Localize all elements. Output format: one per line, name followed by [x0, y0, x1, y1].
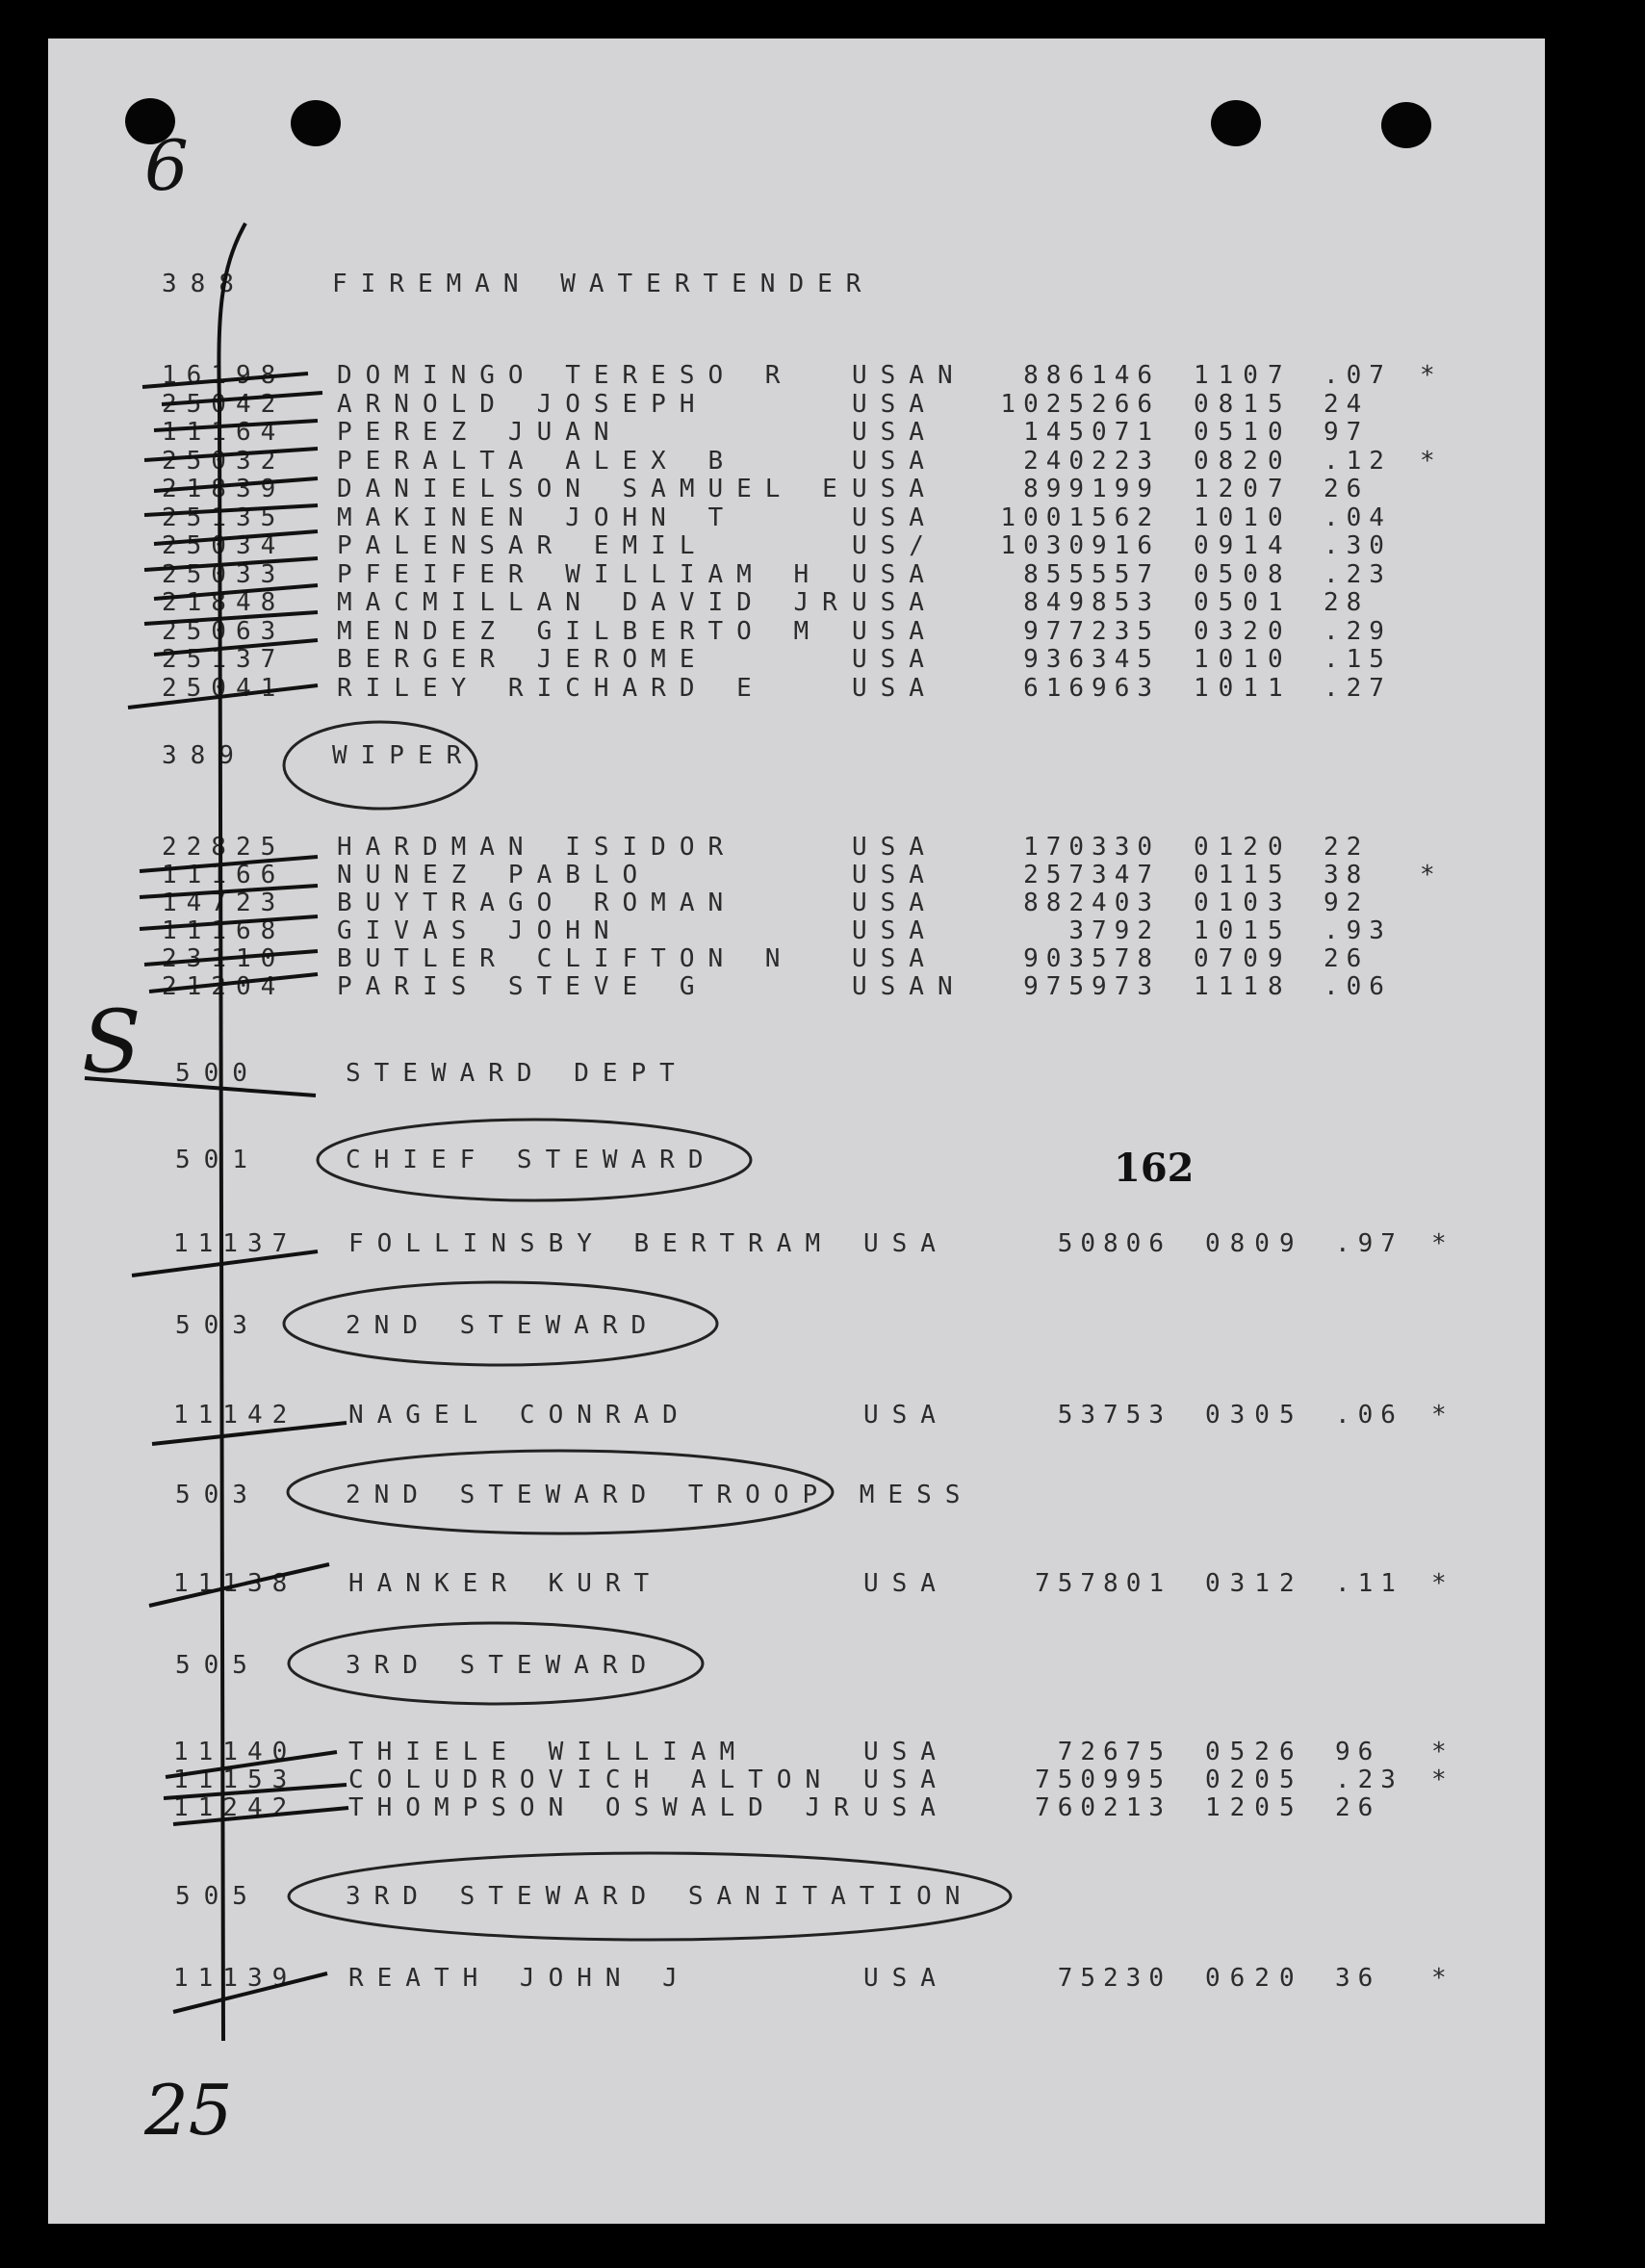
nationality: USA	[863, 1569, 949, 1598]
crew-date: 0820	[1194, 446, 1293, 476]
crew-name: PERALTA ALEX B	[337, 446, 737, 476]
crew-date: 1207	[1194, 475, 1293, 503]
section-title: 2ND STEWARD TROOP MESS	[346, 1481, 974, 1509]
sanitation-circle	[289, 1853, 1011, 1940]
nationality: USA	[863, 1964, 949, 1993]
crew-name: MAKINEN JOHN T	[337, 503, 737, 532]
page-stamp: 162	[1114, 1146, 1195, 1191]
crew-number: 11168	[162, 916, 286, 945]
crew-name: ARNOLD JOSEPH	[337, 389, 708, 419]
crew-number: 25033	[162, 559, 286, 589]
section-code: 501	[175, 1146, 261, 1174]
crew-date: 0120	[1194, 833, 1293, 862]
crew-number: 11164	[162, 418, 286, 447]
crew-code: .97	[1335, 1229, 1403, 1258]
crew-mark: *	[1420, 446, 1449, 476]
section-code: 503	[175, 1481, 261, 1509]
crew-name: PEREZ JUAN	[337, 418, 623, 447]
crew-date: 0103	[1194, 889, 1293, 917]
crew-number: 11153	[173, 1765, 297, 1794]
crew-name: THIELE WILLIAM	[348, 1738, 749, 1766]
nationality: US/	[852, 531, 938, 560]
nationality: USA	[852, 503, 938, 532]
section-title: STEWARD DEPT	[346, 1059, 688, 1088]
handwritten-page-number: 6	[144, 125, 189, 206]
3rd-steward-circle	[289, 1623, 703, 1704]
crew-date: 0312	[1205, 1569, 1304, 1598]
chief-steward-circle	[318, 1120, 751, 1200]
nationality: USA	[852, 833, 938, 862]
crew-date: 0320	[1194, 616, 1293, 646]
section-title: 2ND STEWARD	[346, 1311, 660, 1340]
crew-name: GIVAS JOHN	[337, 916, 623, 945]
crew-number: 22825	[162, 833, 286, 862]
crew-date: 1118	[1194, 972, 1293, 1001]
crew-name: HANKER KURT	[348, 1569, 663, 1598]
section-code: 505	[175, 1882, 261, 1911]
crew-name: PALENSAR EMIL	[337, 531, 708, 560]
crew-id: 855557	[1023, 559, 1160, 589]
nationality: USAN	[852, 972, 966, 1001]
section-title: CHIEF STEWARD	[346, 1146, 717, 1174]
nationality: USA	[863, 1793, 949, 1822]
crew-name: NUNEZ PABLO	[337, 861, 652, 889]
crew-id: 899199	[1023, 475, 1160, 503]
nationality: USA	[852, 559, 938, 589]
crew-code: .29	[1324, 616, 1392, 646]
crew-code: .11	[1335, 1569, 1403, 1598]
crew-date: 0501	[1194, 588, 1293, 617]
crew-id: 3792	[1068, 916, 1160, 945]
crew-mark: *	[1431, 1765, 1460, 1794]
crew-id: 72675	[1057, 1738, 1171, 1766]
crew-code: .27	[1324, 673, 1392, 703]
crew-id: 1030916	[1000, 531, 1160, 560]
nationality: USA	[852, 889, 938, 917]
crew-name: REATH JOHN J	[348, 1964, 691, 1993]
crew-mark: *	[1431, 1229, 1460, 1258]
crew-number: 25137	[162, 645, 286, 674]
crew-id: 1001562	[1000, 503, 1160, 532]
crew-number: 23110	[162, 944, 286, 973]
crew-date: 1010	[1194, 503, 1293, 532]
crew-date: 0815	[1194, 389, 1293, 419]
nationality: USA	[863, 1401, 949, 1430]
crew-date: 1205	[1205, 1793, 1304, 1822]
crew-code: .12	[1324, 446, 1392, 476]
crew-id: 257347	[1023, 861, 1160, 889]
nationality: USA	[852, 944, 938, 973]
crew-id: 616963	[1023, 673, 1160, 703]
crew-date: 0305	[1205, 1401, 1304, 1430]
crew-number: 25042	[162, 389, 286, 419]
crew-date: 0205	[1205, 1765, 1304, 1794]
crew-date: 1011	[1194, 673, 1293, 703]
crew-code: .93	[1324, 916, 1392, 945]
crew-id: 760213	[1035, 1793, 1171, 1822]
crew-mark: *	[1431, 1738, 1460, 1766]
crew-code: .23	[1335, 1765, 1403, 1794]
crew-number: 21204	[162, 972, 286, 1001]
crew-number: 25032	[162, 446, 286, 476]
section-title: 3RD STEWARD	[346, 1651, 660, 1680]
crew-id: 882403	[1023, 889, 1160, 917]
crew-date: 1015	[1194, 916, 1293, 945]
nationality: USA	[852, 418, 938, 447]
crew-number: 25034	[162, 531, 286, 560]
crew-id: 977235	[1023, 616, 1160, 646]
crew-id: 75230	[1057, 1964, 1171, 1993]
crew-date: 0510	[1194, 418, 1293, 447]
nationality: USA	[852, 861, 938, 889]
crew-number: 11138	[173, 1569, 297, 1598]
crew-name: BERGER JEROME	[337, 645, 708, 674]
crew-number: 11142	[173, 1401, 297, 1430]
crew-number: 21839	[162, 475, 286, 503]
crew-code: .15	[1324, 645, 1392, 674]
crew-id: 757801	[1035, 1569, 1171, 1598]
section-title: WIPER	[332, 741, 476, 770]
crew-number: 11139	[173, 1964, 297, 1993]
crew-code: .06	[1324, 972, 1392, 1001]
crew-id: 936345	[1023, 645, 1160, 674]
crew-name: HARDMAN ISIDOR	[337, 833, 737, 862]
nationality: USA	[863, 1229, 949, 1258]
section-title: FIREMAN WATERTENDER	[332, 270, 875, 298]
crew-mark: *	[1431, 1964, 1460, 1993]
crew-code: 24	[1324, 389, 1370, 419]
crew-code: 38	[1324, 861, 1370, 889]
crew-number: 11140	[173, 1738, 297, 1766]
crew-date: 1010	[1194, 645, 1293, 674]
section-code: 388	[162, 270, 247, 298]
crew-name: DOMINGO TERESO R	[337, 361, 794, 390]
crew-name: RILEY RICHARD E	[337, 673, 765, 703]
crew-name: COLUDROVICH ALTON	[348, 1765, 835, 1794]
crew-code: .04	[1324, 503, 1392, 532]
crew-code: 92	[1324, 889, 1370, 917]
crew-id: 50806	[1057, 1229, 1171, 1258]
nationality: USA	[852, 475, 938, 503]
crew-number: 14723	[162, 889, 286, 917]
nationality: USA	[852, 916, 938, 945]
nationality: USAN	[852, 361, 966, 390]
crew-code: 36	[1335, 1964, 1381, 1993]
nationality: USA	[852, 446, 938, 476]
crew-name: MENDEZ GILBERTO M	[337, 616, 823, 646]
section-code: 389	[162, 741, 247, 770]
crew-name: THOMPSON OSWALD JR	[348, 1793, 862, 1822]
crew-date: 0526	[1205, 1738, 1304, 1766]
crew-number: 25135	[162, 503, 286, 532]
crew-id: 849853	[1023, 588, 1160, 617]
crew-id: 886146	[1023, 361, 1160, 390]
crew-date: 0620	[1205, 1964, 1304, 1993]
crew-mark: *	[1420, 861, 1449, 889]
crew-number: 16198	[162, 361, 286, 390]
crew-name: MACMILLAN DAVID JR	[337, 588, 851, 617]
nationality: USA	[863, 1738, 949, 1766]
section-code: 505	[175, 1651, 261, 1680]
section-code: 500	[175, 1059, 261, 1088]
crew-date: 1107	[1194, 361, 1293, 390]
crew-number: 25041	[162, 673, 286, 703]
crew-code: 96	[1335, 1738, 1381, 1766]
nationality: USA	[863, 1765, 949, 1794]
crew-name: NAGEL CONRAD	[348, 1401, 691, 1430]
crew-mark: *	[1431, 1569, 1460, 1598]
crew-number: 11137	[173, 1229, 297, 1258]
handwritten-margin-mark: S	[82, 992, 141, 1093]
crew-code: 26	[1335, 1793, 1381, 1822]
crew-id: 975973	[1023, 972, 1160, 1001]
section-title: 3RD STEWARD SANITATION	[346, 1882, 974, 1911]
crew-date: 0914	[1194, 531, 1293, 560]
crew-code: 26	[1324, 944, 1370, 973]
crew-date: 0115	[1194, 861, 1293, 889]
crew-code: 97	[1324, 418, 1370, 447]
wiper-circle	[284, 722, 476, 809]
crew-number: 21848	[162, 588, 286, 617]
crew-date: 0508	[1194, 559, 1293, 589]
crew-number: 11166	[162, 861, 286, 889]
crew-id: 145071	[1023, 418, 1160, 447]
crew-name: FOLLINSBY BERTRAM	[348, 1229, 835, 1258]
crew-name: DANIELSON SAMUEL E	[337, 475, 851, 503]
crew-id: 903578	[1023, 944, 1160, 973]
crew-code: .23	[1324, 559, 1392, 589]
2nd-steward-circle	[284, 1282, 717, 1365]
crew-id: 1025266	[1000, 389, 1160, 419]
crew-number: 25063	[162, 616, 286, 646]
crew-code: .07	[1324, 361, 1392, 390]
crew-id: 170330	[1023, 833, 1160, 862]
crew-name: PARIS STEVE G	[337, 972, 708, 1001]
crew-date: 0709	[1194, 944, 1293, 973]
crew-code: .30	[1324, 531, 1392, 560]
crew-name: PFEIFER WILLIAM H	[337, 559, 823, 589]
crew-id: 240223	[1023, 446, 1160, 476]
crew-code: .06	[1335, 1401, 1403, 1430]
handwritten-count: 25	[144, 2070, 233, 2151]
nationality: USA	[852, 616, 938, 646]
crew-mark: *	[1420, 361, 1449, 390]
crew-mark: *	[1431, 1401, 1460, 1430]
crew-id: 53753	[1057, 1401, 1171, 1430]
troop-mess-circle	[288, 1451, 833, 1533]
nationality: USA	[852, 673, 938, 703]
crew-code: 28	[1324, 588, 1370, 617]
crew-number: 11242	[173, 1793, 297, 1822]
crew-code: 22	[1324, 833, 1370, 862]
nationality: USA	[852, 645, 938, 674]
crew-date: 0809	[1205, 1229, 1304, 1258]
section-code: 503	[175, 1311, 261, 1340]
crew-id: 750995	[1035, 1765, 1171, 1794]
nationality: USA	[852, 389, 938, 419]
crew-code: 26	[1324, 475, 1370, 503]
nationality: USA	[852, 588, 938, 617]
crew-name: BUYTRAGO ROMAN	[337, 889, 737, 917]
crew-name: BUTLER CLIFTON N	[337, 944, 794, 973]
